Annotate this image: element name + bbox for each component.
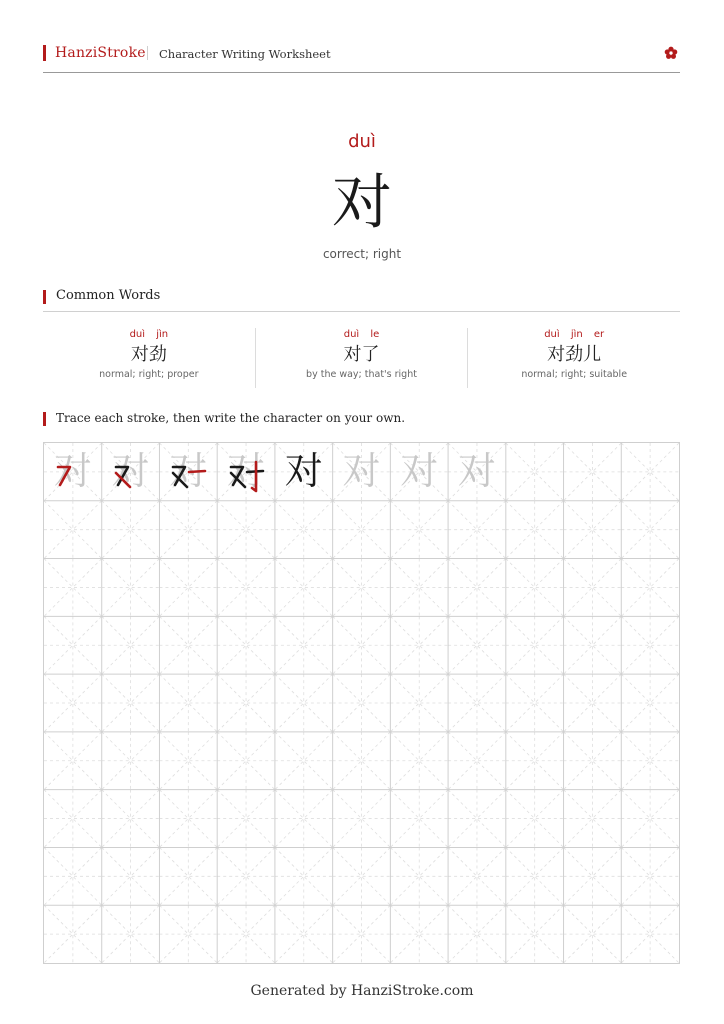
trace-cell <box>333 443 391 501</box>
header-rule <box>43 72 680 73</box>
stroke-step-glyph: 对 <box>169 449 208 493</box>
grid-lines <box>44 443 681 965</box>
character-pinyin: duì <box>348 131 376 152</box>
stroke-step-glyph: 对 <box>284 449 323 493</box>
word-item <box>467 328 680 388</box>
practice-grid[interactable] <box>43 442 680 964</box>
word-pinyin: duì jìn <box>129 329 169 340</box>
footer-credit: Generated by HanziStroke.com <box>250 983 474 999</box>
stroke-step-cell <box>44 443 102 501</box>
word-hanzi: 对劲 <box>130 344 167 365</box>
character-hanzi: 对 <box>332 168 392 238</box>
stroke-step-cell <box>159 443 217 501</box>
section-accent-bar <box>43 412 46 426</box>
common-words-list <box>43 328 680 388</box>
word-item <box>255 328 468 388</box>
stroke-overlay <box>44 443 102 501</box>
word-item <box>43 328 255 388</box>
stroke-step-cell <box>217 443 275 501</box>
word-meaning: normal; right; suitable <box>521 369 628 380</box>
header-subtitle: Character Writing Worksheet <box>159 47 331 61</box>
word-hanzi: 对劲儿 <box>547 344 602 365</box>
header-divider <box>147 46 148 60</box>
plum-blossom-icon <box>664 46 678 60</box>
trace-glyph: 对 <box>342 449 381 493</box>
worksheet-header <box>43 44 680 66</box>
word-pinyin: duì le <box>343 329 380 340</box>
word-meaning: normal; right; proper <box>99 369 199 380</box>
word-hanzi: 对了 <box>343 344 380 365</box>
word-pinyin: duì jìn er <box>544 329 605 340</box>
stroke-overlay <box>159 443 217 501</box>
character-meaning: correct; right <box>322 247 402 261</box>
practice-instruction: Trace each stroke, then write the character on your own. <box>56 411 406 425</box>
section-accent-bar <box>43 290 46 304</box>
trace-cell <box>448 443 506 501</box>
trace-cell <box>390 443 448 501</box>
stroke-step-glyph: 对 <box>53 449 92 493</box>
word-meaning: by the way; that's right <box>306 369 417 380</box>
section-rule <box>43 311 680 312</box>
common-words-title: Common Words <box>56 288 161 303</box>
brand-accent-bar <box>43 45 46 61</box>
stroke-step-glyph: 对 <box>227 449 266 493</box>
trace-glyph: 对 <box>400 449 439 493</box>
stroke-step-glyph: 对 <box>111 449 150 493</box>
stroke-overlay <box>217 443 275 501</box>
stroke-step-cell <box>275 443 333 501</box>
brand-name: HanziStroke <box>55 45 146 61</box>
stroke-step-cell <box>102 443 160 501</box>
trace-glyph: 对 <box>457 449 496 493</box>
stroke-overlay <box>102 443 160 501</box>
